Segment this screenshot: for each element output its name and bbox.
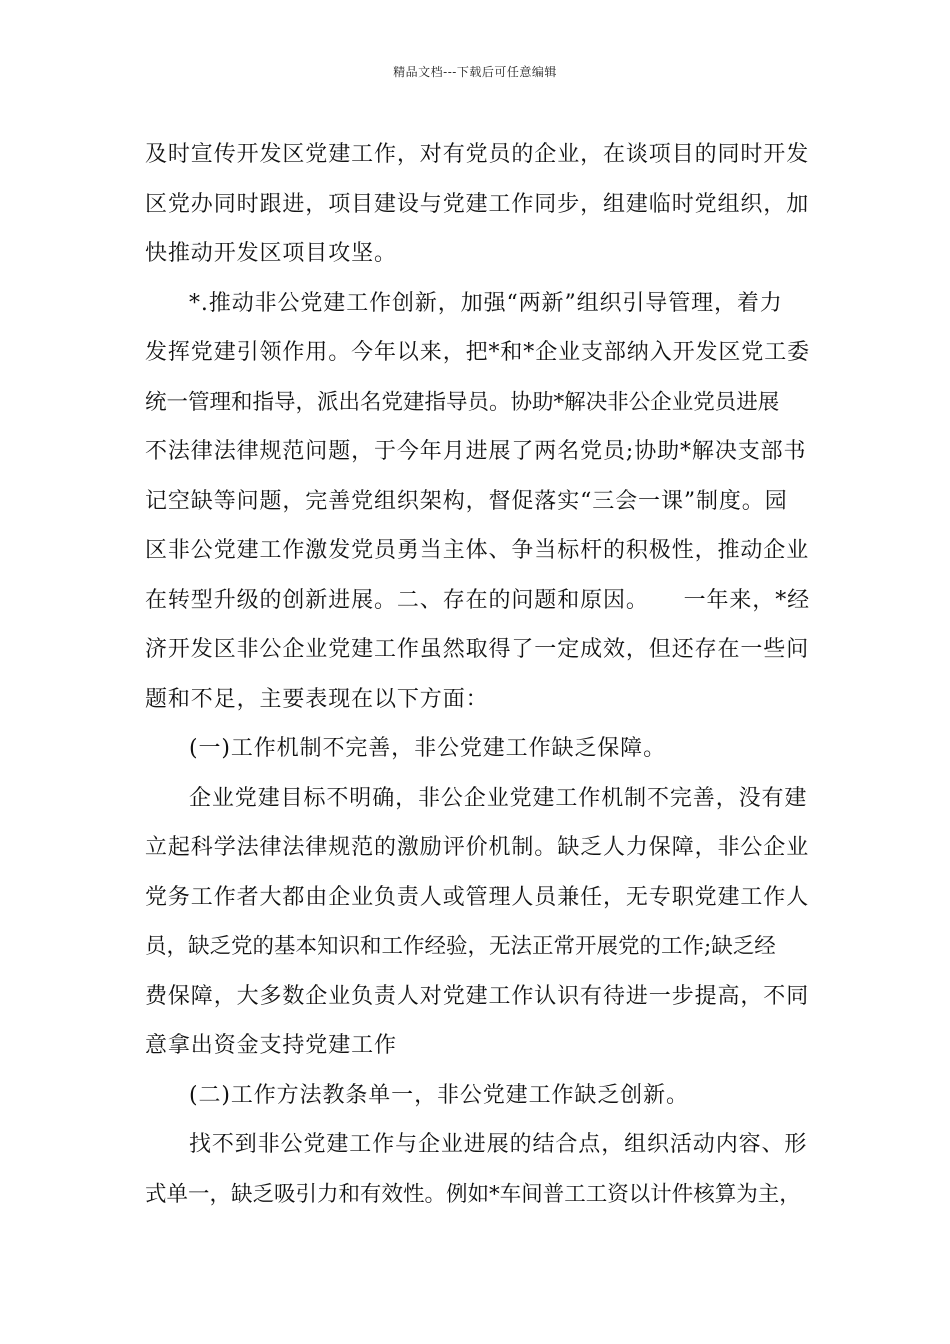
section-heading: (二)工作方法教条单一，非公党建工作缺乏创新。 (189, 1082, 689, 1108)
text-line: 员，缺乏党的基本知识和工作经验，无法正常开展党的工作;缺乏经 (145, 934, 776, 959)
text-line: 党务工作者大都由企业负责人或管理人员兼任，无专职党建工作人 (145, 884, 810, 910)
text-line: 及时宣传开发区党建工作，对有党员的企业，在谈项目的同时开发 (145, 142, 810, 167)
text-line: 在转型升级的创新进展。二、存在的问题和原因。 一年来，*经 (145, 587, 811, 613)
text-line: 统一管理和指导，派出名党建指导员。协助*解决非公企业党员进展 (145, 389, 780, 415)
text-line: 不法律法律规范问题，于今年月进展了两名党员;协助*解决支部书 (145, 439, 807, 464)
text-line: 式单一，缺乏吸引力和有效性。例如*车间普工工资以计件核算为主， (145, 1181, 801, 1207)
text-line: 立起科学法律法律规范的激励评价机制。缺乏人力保障，非公企业 (145, 835, 810, 860)
text-line: 企业党建目标不明确，非公企业党建工作机制不完善，没有建 (189, 785, 808, 811)
document-body (145, 130, 815, 1219)
text-line: 题和不足，主要表现在以下方面： (145, 686, 489, 712)
text-line: 找不到非公党建工作与企业进展的结合点，组织活动内容、形 (189, 1132, 808, 1157)
text-line: 区非公党建工作激发党员勇当主体、争当标杆的积极性，推动企业 (145, 538, 810, 563)
text-line: 济开发区非公企业党建工作虽然取得了一定成效，但还存在一些问 (145, 637, 810, 662)
text-line: 区党办同时跟进，项目建设与党建工作同步，组建临时党组织，加 (145, 191, 810, 217)
text-line: 意拿出资金支持党建工作 (145, 1033, 397, 1058)
text-line: *.推动非公党建工作创新，加强“两新”组织引导管理，着力 (189, 290, 783, 316)
text-line: 发挥党建引领作用。今年以来，把*和*企业支部纳入开发区党工委 (145, 340, 811, 365)
text-line: 记空缺等问题，完善党组织架构，督促落实“三会一课”制度。园 (145, 488, 788, 514)
text-line: 费保障，大多数企业负责人对党建工作认识有待进一步提高，不同 (145, 983, 810, 1009)
section-heading: (一)工作机制不完善，非公党建工作缺乏保障。 (189, 736, 666, 761)
text-line: 快推动开发区项目攻坚。 (145, 241, 397, 266)
page-header: 精品文档---下载后可任意编辑 (393, 65, 557, 79)
